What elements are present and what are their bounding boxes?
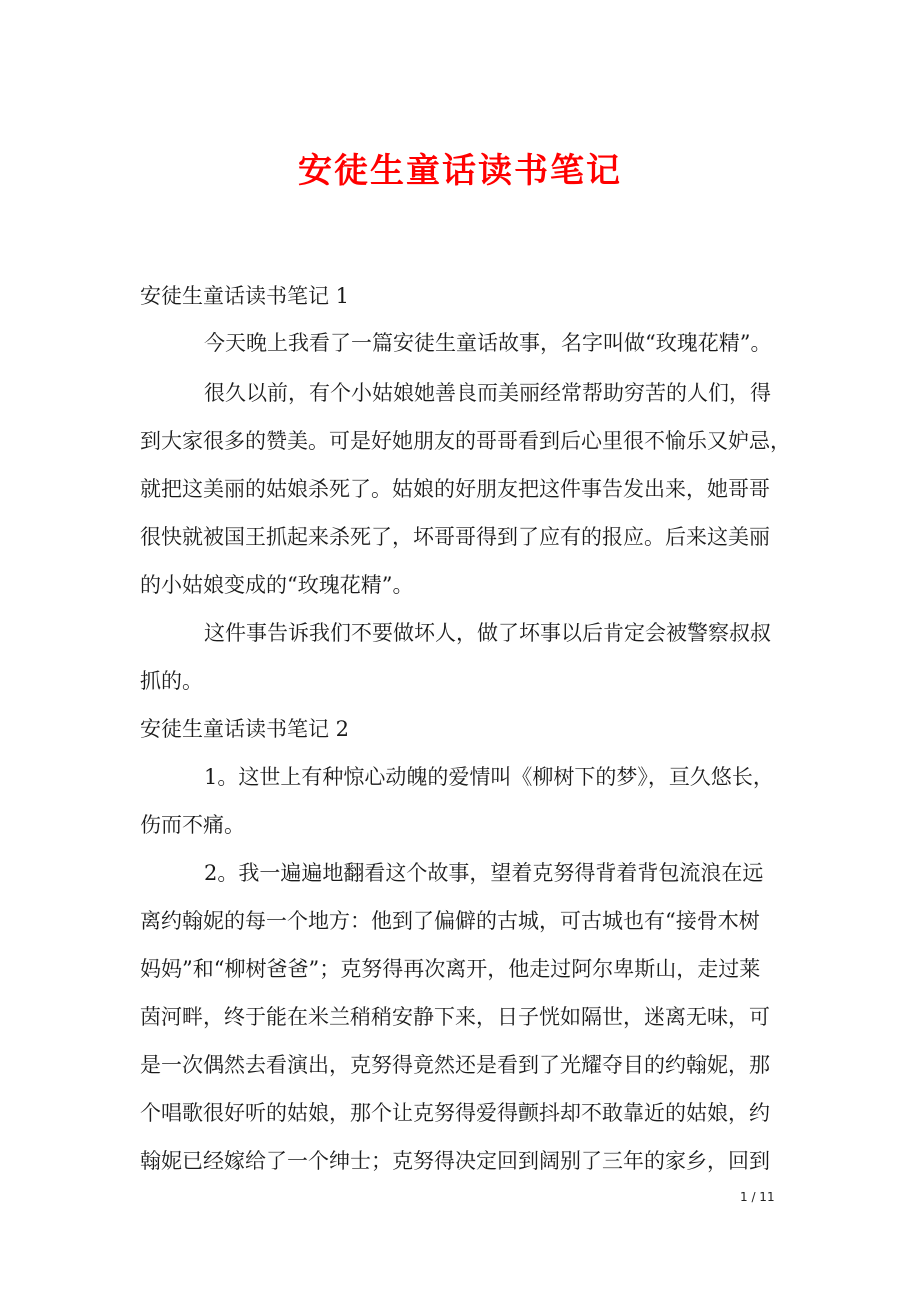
document-title: 安徒生童话读书笔记 <box>298 151 622 191</box>
paragraph-line: 很快就被国王抓起来杀死了，坏哥哥得到了应有的报应。后来这美丽 <box>140 525 770 549</box>
paragraph-line: 个唱歌很好听的姑娘，那个让克努得爱得颤抖却不敢靠近的姑娘，约 <box>140 1101 770 1125</box>
paragraph-line: 很久以前，有个小姑娘她善良而美丽经常帮助穷苦的人们，得 <box>204 381 771 405</box>
section-heading-2: 安徒生童话读书笔记 2 <box>140 717 350 741</box>
paragraph-line: 这件事告诉我们不要做坏人，做了坏事以后肯定会被警察叔叔 <box>204 621 771 645</box>
paragraph-line: 到大家很多的赞美。可是好她朋友的哥哥看到后心里很不愉乐又妒忌， <box>140 429 791 453</box>
paragraph-line: 抓的。 <box>140 669 203 693</box>
paragraph-line: 伤而不痛。 <box>140 813 245 837</box>
paragraph-line: 的小姑娘变成的“玫瑰花精”。 <box>140 573 414 597</box>
paragraph-line: 今天晚上我看了一篇安徒生童话故事，名字叫做“玫瑰花精”。 <box>204 331 772 355</box>
paragraph-line: 妈妈”和“柳树爸爸”；克努得再次离开，他走过阿尔卑斯山，走过莱 <box>140 957 761 981</box>
page-number: 1 / 11 <box>740 1190 775 1204</box>
paragraph-line: 离约翰妮的每一个地方：他到了偏僻的古城，可古城也有“接骨木树 <box>140 909 760 933</box>
paragraph-line: 就把这美丽的姑娘杀死了。姑娘的好朋友把这件事告发出来，她哥哥 <box>140 477 770 501</box>
paragraph-line: 翰妮已经嫁给了一个绅士；克努得决定回到阔别了三年的家乡，回到 <box>140 1149 770 1173</box>
paragraph-line: 1。这世上有种惊心动魄的爱情叫《柳树下的梦》，亘久悠长， <box>204 765 774 789</box>
paragraph-line: 2。我一遍遍地翻看这个故事，望着克努得背着背包流浪在远 <box>204 861 764 885</box>
section-heading-1: 安徒生童话读书笔记 1 <box>140 284 350 308</box>
paragraph-line: 茵河畔，终于能在米兰稍稍安静下来，日子恍如隔世，迷离无味，可 <box>140 1005 770 1029</box>
paragraph-line: 是一次偶然去看演出，克努得竟然还是看到了光耀夺目的约翰妮，那 <box>140 1053 770 1077</box>
